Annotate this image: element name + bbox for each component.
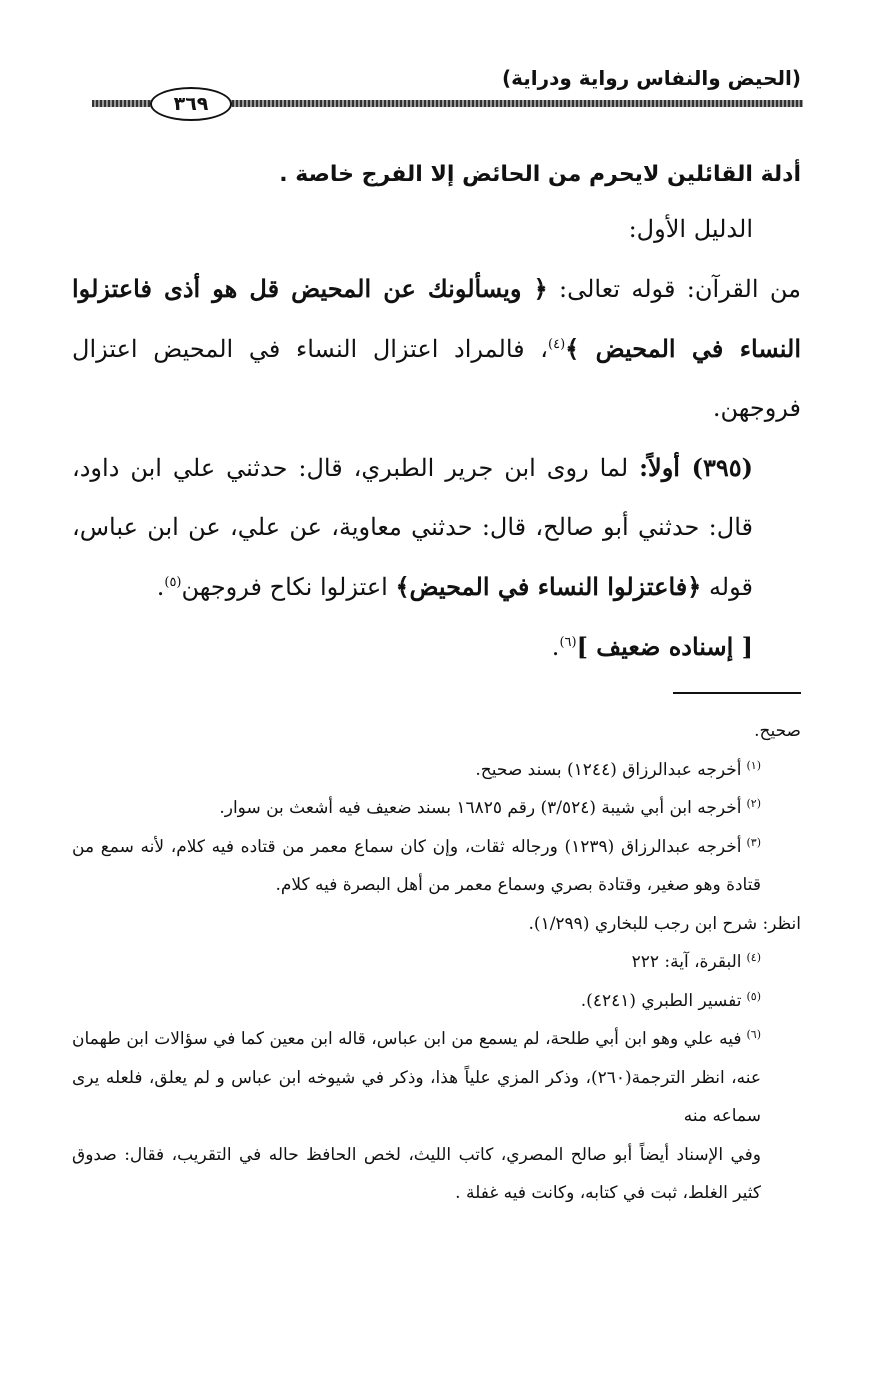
footnote-number: (٥) (746, 989, 761, 1003)
quran-after: ، فالمراد اعتزال النساء في المحيض اعتزال فروجهن. (72, 335, 801, 422)
footnote-ref-4: (٤) (548, 337, 566, 352)
quran-paragraph (72, 259, 801, 438)
main-text (72, 150, 801, 677)
narration-close-bracket: ﴾ (395, 572, 410, 601)
footnote-text: أخرجه عبدالرزاق (١٢٤٤) بسند صحيح. (475, 759, 742, 780)
footnote-6-continuation: وفي الإسناد أيضاً أبو صالح المصري، كاتب الليث، لخص الحافظ حاله في التقريب، فقال: صدوق كثير الغلط، ثبت في كتابه، وكانت فيه غفلة . (72, 1144, 761, 1203)
narration-text-2: اعتزلوا نكاح فروجهن (181, 573, 396, 601)
grading-end: . (551, 633, 560, 661)
footnote-4 (72, 943, 801, 982)
footnote-2 (72, 789, 801, 828)
footnote-number: (٤) (746, 951, 761, 964)
footnote-text: البقرة، آية: ٢٢٢ (631, 952, 742, 972)
footnotes (72, 712, 801, 1213)
quran-open-bracket: ﴿ (533, 274, 548, 303)
grading-text: [ إسناده ضعيف ] (576, 632, 753, 661)
section-heading: أدلة القائلين لايحرم من الحائض إلا الفرج خاصة . (279, 162, 801, 187)
footnote-6 (72, 1020, 801, 1136)
footnote-1 (72, 751, 801, 790)
narration-verse: فاعتزلوا النساء في المحيض (409, 572, 688, 601)
narration-text-1: لما روى ابن جرير الطبري، قال: حدثني علي ابن داود، قال: حدثني أبو صالح، قال: حدثني معاوية، عن علي، عن ابن عباس، قوله (72, 454, 753, 601)
footnote-text: تفسير الطبري (٤٢٤١). (580, 990, 742, 1011)
footnote-ref-5: (٥) (164, 575, 182, 590)
narration-end: . (156, 573, 165, 601)
quran-close-bracket: ﴾ (565, 334, 580, 363)
narration-number: (٣٩٥) أولاً: (639, 453, 754, 482)
footnote-5 (72, 982, 801, 1021)
footnote-3 (72, 828, 801, 905)
footnote-number: (٦) (746, 1028, 761, 1041)
footnote-number: (٣) (746, 835, 761, 849)
quran-verse: ويسألونك عن المحيض قل هو أذى فاعتزلوا النساء في المحيض (72, 274, 801, 363)
footnote-number: (١) (746, 758, 761, 772)
footnote-text: أخرجه عبدالرزاق (١٢٣٩) ورجاله ثقات، وإن كان سماع معمر من قتاده فيه كلام، لأنه سمع من قتادة وهو صغير، وقتادة بصري وسماع معمر من أهل البصرة فيه كلام. (72, 836, 761, 895)
footnote-text: فيه علي وهو ابن أبي طلحة، لم يسمع من ابن عباس، قاله ابن معين كما في سؤالات ابن طهمان عنه، انظر الترجمة(٢٦٠)، وذكر المزي علياً هذا، وذكر في شيوخه ابن عباس و لم يعلق، فلعله يرى سماعه منه (72, 1029, 761, 1126)
footnote-ref-6: (٦) (559, 635, 577, 650)
footnote-text: أخرجه ابن أبي شيبة (٣/٥٢٤) رقم ١٦٨٢٥ بسند ضعيف فيه أشعث بن سوار. (219, 798, 742, 818)
footnote-separator (673, 692, 801, 694)
footnote-continuation: صحيح. (754, 721, 801, 741)
narration-open-bracket: ﴿ (687, 572, 702, 601)
running-title: (الحيض والنفاس رواية ودراية) (501, 66, 801, 90)
footnote-number: (٢) (746, 797, 761, 810)
subheading: الدليل الأول: (628, 215, 753, 243)
grading-line (72, 617, 801, 677)
footnote-3-reference: انظر: شرح ابن رجب للبخاري (١/٢٩٩). (528, 913, 801, 934)
page-number: ٣٦٩ (150, 87, 232, 121)
narration-paragraph (72, 438, 801, 617)
quran-intro: من القرآن: قوله تعالى: (547, 275, 801, 303)
